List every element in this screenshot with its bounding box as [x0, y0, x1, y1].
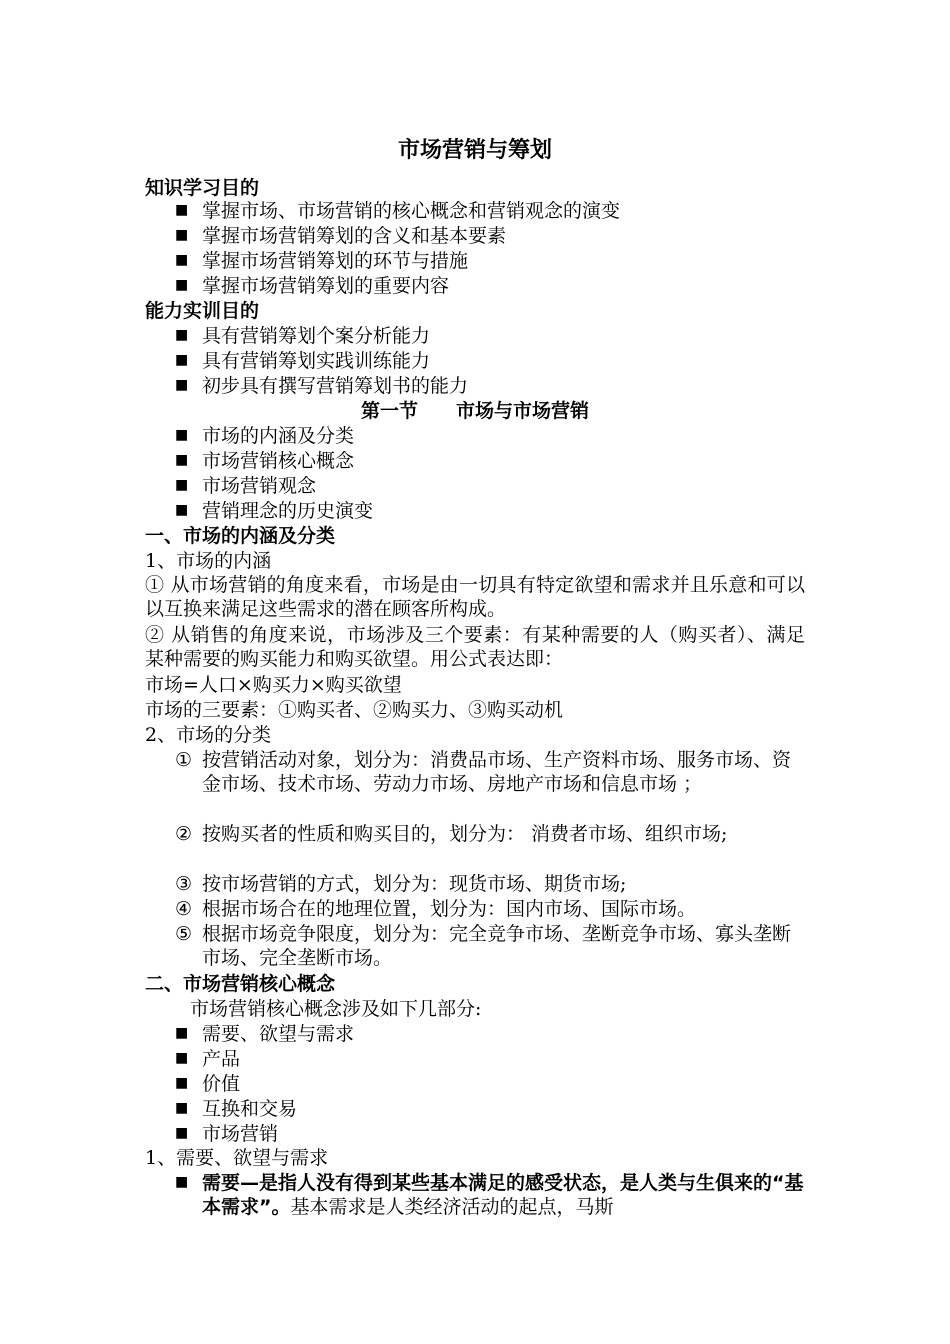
concept-item: 需要、欲望与需求: [202, 1023, 355, 1045]
knowledge-item: 掌握市场营销筹划的重要内容: [202, 275, 450, 297]
bullet-icon: ■: [175, 252, 189, 268]
concept-item: 价值: [202, 1073, 241, 1095]
concept-item: 产品: [202, 1048, 241, 1070]
subheading: 2、市场的分类: [145, 724, 272, 746]
knowledge-item: 掌握市场营销筹划的环节与措施: [202, 250, 469, 272]
bullet-icon: ■: [175, 427, 189, 443]
bullet-icon: ■: [175, 277, 189, 293]
list-item: 按市场营销的方式，划分为：现货市场、期货市场;: [202, 873, 627, 895]
bullet-icon: ■: [175, 1050, 189, 1066]
section-item: 市场营销观念: [202, 475, 317, 497]
bullet-icon: ■: [175, 227, 189, 243]
definition-paragraph: [202, 1171, 804, 1219]
list-number: ④: [175, 898, 193, 920]
paragraph: ① 从市场营销的角度来看，市场是由一切具有特定欲望和需求并且乐意和可以以互换来满足这些需求的潜在顾客所构成。: [145, 574, 805, 620]
section-item: 营销理念的历史演变: [202, 500, 374, 522]
part-heading: 二、市场营销核心概念: [145, 973, 336, 995]
bullet-icon: ■: [175, 477, 189, 493]
bullet-icon: ■: [175, 202, 189, 218]
bullet-icon: ■: [175, 1100, 189, 1116]
section-item: 市场的内涵及分类: [202, 425, 355, 447]
bullet-icon: ■: [175, 502, 189, 518]
bullet-icon: ■: [175, 327, 189, 343]
list-item: 按营销活动对象，划分为：消费品市场、生产资料市场、服务市场、资金市场、技术市场、劳动力市场、房地产市场和信息市场 ；: [202, 749, 792, 795]
list-item: 根据市场合在的地理位置，划分为：国内市场、国际市场。: [202, 898, 697, 920]
list-item: 根据市场竞争限度，划分为：完全竞争市场、垄断竞争市场、寡头垄断市场、完全垄断市场。: [202, 923, 792, 969]
subheading: 1、市场的内涵: [145, 550, 272, 572]
bullet-icon: ■: [175, 352, 189, 368]
document-title: 市场营销与筹划: [397, 138, 552, 163]
paragraph: 市场的三要素：①购买者、②购买力、③购买动机: [145, 699, 564, 721]
concept-item: 互换和交易: [202, 1098, 298, 1120]
bullet-icon: ■: [175, 452, 189, 468]
section-heading: 第一节 市场与市场营销: [360, 400, 589, 422]
bullet-icon: ■: [175, 1075, 189, 1091]
definition-rest: 基本需求是人类经济活动的起点，马斯: [290, 1196, 614, 1218]
formula: 市场=人口×购买力×购买欲望: [145, 674, 402, 696]
subheading: 1、需要、欲望与需求: [145, 1147, 329, 1169]
list-number: ①: [175, 749, 193, 771]
paragraph: 市场营销核心概念涉及如下几部分:: [190, 998, 482, 1020]
list-item: 按购买者的性质和购买目的，划分为： 消费者市场、组织市场;: [202, 823, 728, 845]
bullet-icon: ■: [175, 1025, 189, 1041]
list-number: ②: [175, 823, 193, 845]
ability-item: 初步具有撰写营销筹划书的能力: [202, 375, 469, 397]
section-item: 市场营销核心概念: [202, 450, 355, 472]
ability-item: 具有营销筹划个案分析能力: [202, 325, 431, 347]
ability-item: 具有营销筹划实践训练能力: [202, 350, 431, 372]
concept-item: 市场营销: [202, 1123, 279, 1145]
list-number: ⑤: [175, 923, 193, 945]
list-number: ③: [175, 873, 193, 895]
definition-bold: 需要—是指人没有得到某些基本满足的感受状态，是人类与生俱来的“基本需求”。: [202, 1172, 804, 1218]
paragraph: ② 从销售的角度来说，市场涉及三个要素：有某种需要的人（购买者）、满足某种需要的购买能力和购买欲望。用公式表达即：: [145, 624, 805, 670]
knowledge-heading: 知识学习目的: [145, 177, 260, 199]
knowledge-item: 掌握市场营销筹划的含义和基本要素: [202, 225, 507, 247]
bullet-icon: ■: [175, 377, 189, 393]
bullet-icon: ■: [175, 1125, 189, 1141]
knowledge-item: 掌握市场、市场营销的核心概念和营销观念的演变: [202, 200, 621, 222]
bullet-icon: ■: [175, 1174, 189, 1190]
part-heading: 一、市场的内涵及分类: [145, 525, 336, 547]
ability-heading: 能力实训目的: [145, 300, 260, 322]
